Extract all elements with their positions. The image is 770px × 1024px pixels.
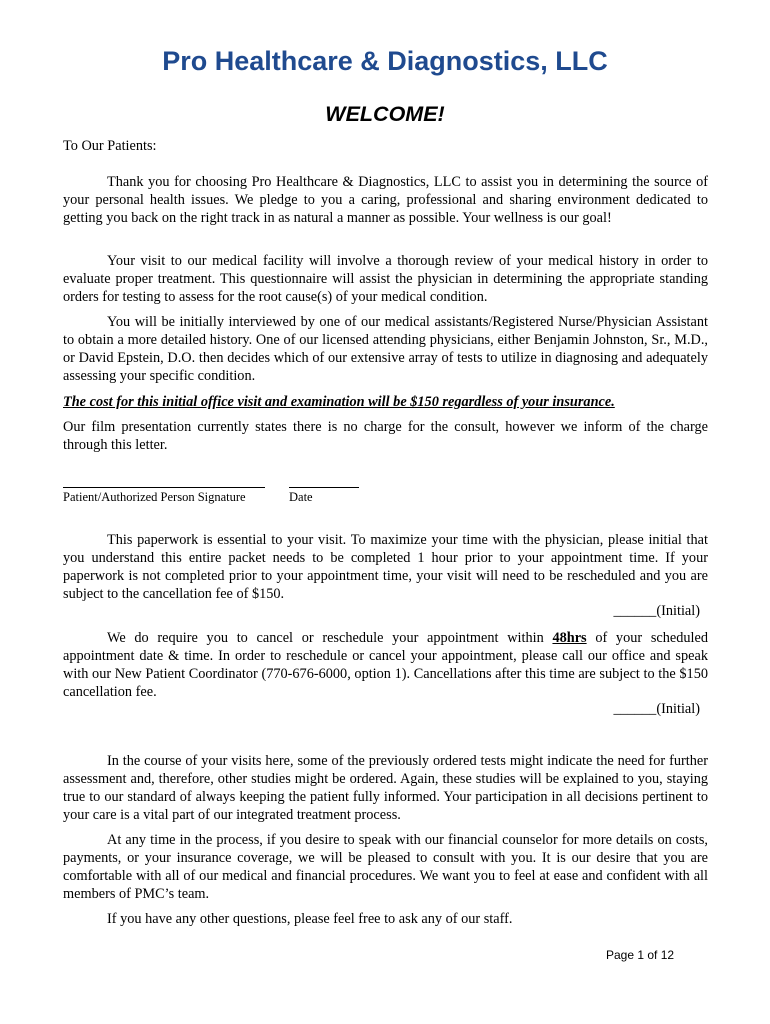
welcome-heading: WELCOME!: [325, 102, 445, 126]
paperwork-paragraph: This paperwork is essential to your visit. To maximize your time with the physician, please initial that you understand this entire packet needs to be completed 1 hour prior to your appointment time. If your paperwork is not completed prior to your appointment time, your visit will need to be rescheduled and you are subject to the cancellation fee of $150.: [63, 532, 708, 602]
salutation: To Our Patients:: [63, 138, 157, 154]
date-label: Date: [289, 490, 313, 504]
date-line[interactable]: [289, 487, 359, 488]
film-paragraph: Our film presentation currently states there is no charge for the consult, however we inform of the charge through this letter.: [63, 419, 708, 453]
assessment-paragraph: In the course of your visits here, some of the previously ordered tests might indicate the need for further assessment and, therefore, other studies might be ordered. Again, these studies will be explained to you, staying true to our standard of always keeping the patient fully informed. Your participation in all decisions pertinent to your care is a vital part of our integrated treatment process.: [63, 753, 708, 823]
signature-label: Patient/Authorized Person Signature: [63, 490, 246, 504]
questions-paragraph: If you have any other questions, please feel free to ask any of our staff.: [107, 911, 513, 927]
cancellation-text-end: of your scheduled appointment date & time. In order to reschedule or cancel your appointment, please call our office and speak with our New Patient Coordinator (770-676-6000, option 1). Cancellations after this time are subject to the $150 cancellation fee.: [63, 630, 708, 700]
cancellation-text-start: We do require you to cancel or reschedule your appointment within: [107, 630, 553, 646]
financial-paragraph: At any time in the process, if you desire to speak with our financial counselor for more details on costs, payments, or your insurance coverage, we will be pleased to consult with you. It is our desire that you are comfortable with all of our medical and financial procedures. We want you to feel at ease and confident with all members of PMC’s team.: [63, 832, 708, 902]
initial-field-2[interactable]: ______(Initial): [613, 701, 700, 717]
intro-paragraph: Thank you for choosing Pro Healthcare & Diagnostics, LLC to assist you in determining the source of your personal health issues. We pledge to you a caring, professional and sharing environment dedicated to getting you back on the right track in as natural a manner as possible. Your wellness is our goal!: [63, 174, 708, 226]
visit-paragraph: Your visit to our medical facility will involve a thorough review of your medical history in order to evaluate proper treatment. This questionnaire will assist the physician in determining the appropriate standing orders for testing to assess for the root cause(s) of your medical condition.: [63, 253, 708, 305]
interview-paragraph: You will be initially interviewed by one of our medical assistants/Registered Nurse/Physician Assistant to obtain a more detailed history. One of our licensed attending physicians, either Benjamin Johnston, Sr., M.D., or David Epstein, D.O. then decides which of our extensive array of tests to utilize in diagnosing and adequately assessing your specific condition.: [63, 314, 708, 384]
page-number: Page 1 of 12: [606, 948, 675, 962]
signature-line[interactable]: [63, 487, 265, 488]
cancellation-paragraph: [63, 629, 708, 701]
company-title: Pro Healthcare & Diagnostics, LLC: [162, 46, 608, 76]
cost-notice: The cost for this initial office visit and examination will be $150 regardless of your insurance.: [63, 394, 615, 410]
initial-field-1[interactable]: ______(Initial): [613, 603, 700, 619]
cancellation-hours: 48hrs: [552, 630, 587, 646]
